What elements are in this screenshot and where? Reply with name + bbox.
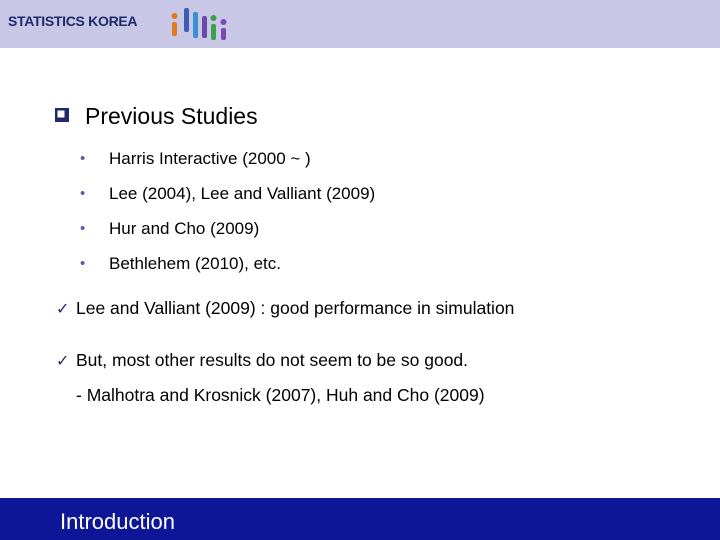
check-item: ✓ Lee and Valliant (2009) : good performance in simulation <box>56 298 515 318</box>
checkmark-icon: ✓ <box>56 301 70 318</box>
bullet-icon: • <box>80 220 86 237</box>
statistics-korea-emblem-icon <box>170 4 250 44</box>
bullet-icon: • <box>80 150 86 167</box>
checkbox-square-icon <box>55 108 69 122</box>
bullet-icon: • <box>80 185 86 202</box>
section-label: Introduction <box>60 509 175 534</box>
citation-note: - Malhotra and Krosnick (2007), Huh and Cho (2009) <box>76 385 485 405</box>
check-item: ✓ But, most other results do not seem to be so good. <box>56 350 469 370</box>
logo-text: STATISTICS KOREA <box>8 13 138 29</box>
footer-bar <box>0 498 720 540</box>
header-bar <box>0 0 720 48</box>
bullet-icon: • <box>80 255 86 272</box>
slide-title: Previous Studies <box>85 103 258 129</box>
checkmark-icon: ✓ <box>56 353 70 370</box>
